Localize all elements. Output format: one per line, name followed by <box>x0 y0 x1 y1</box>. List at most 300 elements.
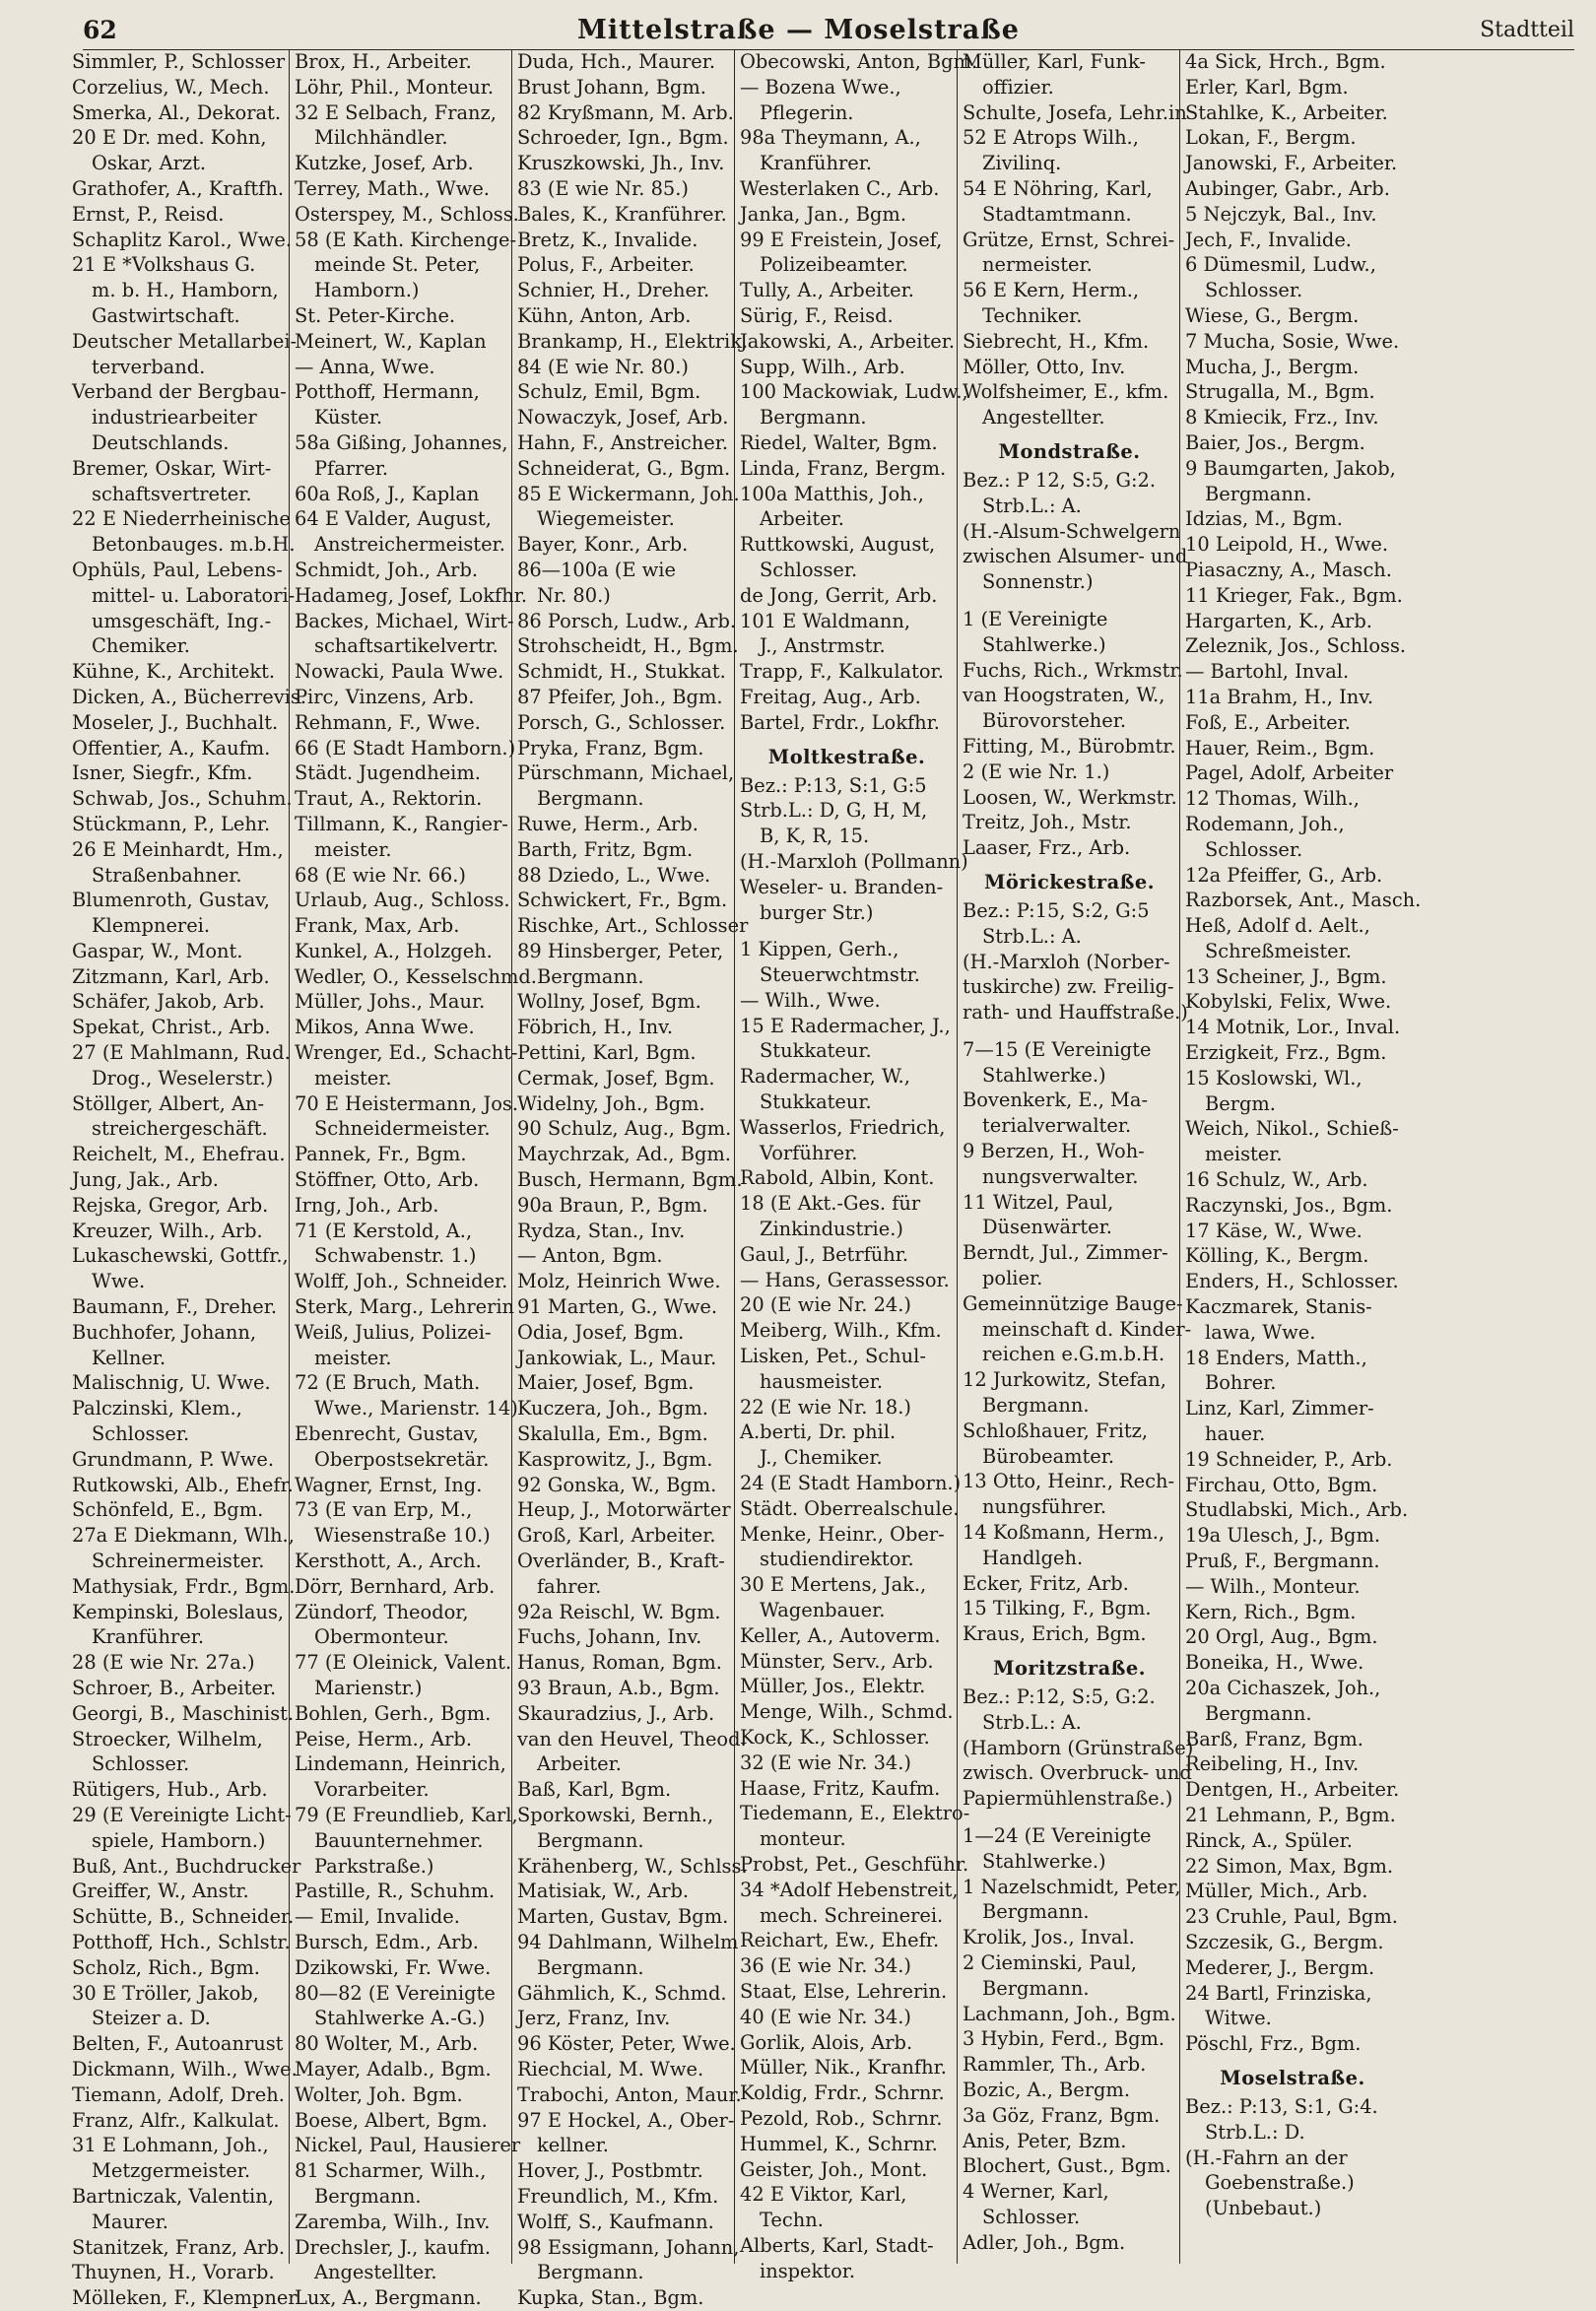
directory-entry-line: Pagel, Adolf, Arbeiter <box>1185 761 1394 785</box>
directory-entry-line: Vorarbeiter. <box>314 1778 430 1802</box>
directory-entry-line: Razborsek, Ant., Masch. <box>1185 889 1422 912</box>
directory-entry-line: Kunkel, A., Holzgeh. <box>295 939 493 962</box>
directory-entry-line: Wrenger, Ed., Schacht- <box>295 1041 518 1065</box>
directory-entry-line: Adler, Joh., Bgm. <box>963 2230 1126 2254</box>
directory-entry-line: Pezold, Rob., Schrnr. <box>740 2106 943 2130</box>
directory-entry-line: Barß, Franz, Bgm. <box>1185 1727 1363 1750</box>
directory-entry-line: van den Heuvel, Theod. <box>517 1727 747 1750</box>
directory-entry-line: 54 E Nöhring, Karl, <box>963 176 1153 200</box>
directory-entry-line: Fitting, M., Bürobmtr. <box>963 734 1176 758</box>
directory-entry-line: Tillmann, K., Rangier- <box>295 812 508 835</box>
directory-entry-line: de Jong, Gerrit, Arb. <box>740 583 938 607</box>
directory-entry-line: Strb.L.: D, G, H, M, <box>740 799 928 823</box>
directory-entry-line: 70 E Heistermann, Jos. <box>295 1091 519 1115</box>
directory-entry-line: Sürig, F., Reisd. <box>740 303 894 327</box>
directory-entry-line: polier. <box>982 1267 1043 1290</box>
directory-entry-line: mittel- u. Laboratori- <box>92 583 296 607</box>
directory-entry-line: Simmler, P., Schlosser <box>72 50 286 73</box>
spacer <box>740 925 954 937</box>
directory-entry-line: Nowacki, Paula Wwe. <box>295 660 504 684</box>
directory-entry-line: — Bozena Wwe., <box>740 75 901 99</box>
directory-entry-line: Drechsler, J., kaufm. <box>295 2235 492 2259</box>
directory-entry-line: Grundmann, P. Wwe. <box>72 1447 275 1471</box>
directory-entry-line: Arbeiter. <box>537 1752 622 1776</box>
directory-entry-line: Wollny, Josef, Bgm. <box>517 990 701 1014</box>
directory-entry-line: burger Str.) <box>760 900 874 924</box>
directory-entry-line: 12 Thomas, Wilh., <box>1185 787 1360 811</box>
directory-entry-line: Zivilinq. <box>982 152 1062 175</box>
directory-entry-line: 9 Baumgarten, Jakob, <box>1185 456 1396 480</box>
directory-entry-line: Rehmann, F., Wwe. <box>295 710 481 734</box>
directory-entry-line: Thuynen, H., Vorarb. <box>72 2261 275 2284</box>
directory-entry-line: Wagner, Ernst, Ing. <box>295 1473 483 1496</box>
directory-entry-line: 18 Enders, Matth., <box>1185 1346 1367 1369</box>
directory-entry-line: Supp, Wilh., Arb. <box>740 355 905 378</box>
directory-entry-line: Maychrzak, Ad., Bgm. <box>517 1143 731 1166</box>
directory-entry-line: 7—15 (E Vereinigte <box>963 1037 1152 1061</box>
directory-entry-line: Raczynski, Jos., Bgm. <box>1185 1193 1393 1217</box>
directory-entry-line: Schroer, B., Arbeiter. <box>72 1677 277 1699</box>
directory-entry-line: Radermacher, W., <box>740 1065 910 1089</box>
directory-entry-line: 22 E Niederrheinische <box>72 507 291 531</box>
directory-entry-line: Kruszkowski, Jh., Inv. <box>517 152 725 175</box>
directory-entry-line: Ophüls, Paul, Lebens- <box>72 558 283 581</box>
directory-entry-line: 1 (E Vereinigte <box>963 607 1108 630</box>
directory-entry-line: Pfarrer. <box>314 456 389 480</box>
directory-entry-line: Erzigkeit, Frz., Bgm. <box>1185 1041 1387 1065</box>
directory-entry-line: Stahlwerke.) <box>982 632 1106 656</box>
directory-entry-line: Heß, Adolf d. Aelt., <box>1185 914 1370 938</box>
directory-entry-line: Hahn, F., Anstreicher. <box>517 430 729 454</box>
directory-entry-line: Polizeibeamter. <box>760 253 908 277</box>
directory-entry-line: 88 Dziedo, L., Wwe. <box>517 863 711 887</box>
directory-entry-line: Löhr, Phil., Monteur. <box>295 75 495 99</box>
directory-entry-line: 42 E Viktor, Karl, <box>740 2183 907 2207</box>
directory-entry-line: Weseler- u. Branden- <box>740 875 944 898</box>
directory-entry-line: Grathofer, A., Kraftfh. <box>72 176 285 200</box>
directory-entry-line: 14 Koßmann, Herm., <box>963 1521 1165 1545</box>
directory-entry-line: Müller, Nik., Kranfhr. <box>740 2056 947 2080</box>
directory-entry-line: Stahlwerke.) <box>982 1849 1106 1873</box>
directory-entry-line: Wwe. <box>92 1270 146 1293</box>
directory-entry-line: Kempinski, Boleslaus, <box>72 1600 285 1623</box>
directory-entry-line: Jung, Jak., Arb. <box>72 1168 219 1192</box>
directory-entry-line: Porsch, G., Schlosser. <box>517 710 726 734</box>
directory-entry-line: 86—100a (E wie <box>517 558 676 581</box>
directory-entry-line: Stückmann, P., Lehr. <box>72 812 271 835</box>
directory-entry-line: Straßenbahner. <box>92 863 242 887</box>
directory-entry-line: Rabold, Albin, Kont. <box>740 1166 935 1190</box>
directory-entry-line: Jech, F., Invalide. <box>1185 228 1352 251</box>
directory-entry-line: terialverwalter. <box>982 1114 1132 1138</box>
directory-entry-line: Studlabski, Mich., Arb. <box>1185 1498 1409 1522</box>
directory-entry-line: Rinck, A., Spüler. <box>1185 1828 1353 1852</box>
directory-entry-line: Pruß, F., Bergmann. <box>1185 1550 1380 1573</box>
directory-entry-line: — Emil, Invalide. <box>295 1905 460 1929</box>
directory-entry-line: 12a Pfeiffer, G., Arb. <box>1185 863 1383 887</box>
directory-entry-line: Stahlwerke A.-G.) <box>314 2007 486 2030</box>
directory-entry-line: Lokan, F., Bergm. <box>1185 126 1357 150</box>
directory-entry-line: Potthoff, Hermann, <box>295 380 480 404</box>
directory-entry-line: Schulz, Emil, Bgm. <box>517 380 701 404</box>
directory-entry-line: Laaser, Frz., Arb. <box>963 836 1131 860</box>
directory-entry-line: Gaul, J., Betrführ. <box>740 1242 909 1266</box>
directory-entry-line: Rutkowski, Alb., Ehefr. <box>72 1473 294 1496</box>
directory-entry-line: 99 E Freistein, Josef, <box>740 228 943 251</box>
directory-entry-line: Nowaczyk, Josef, Arb. <box>517 406 729 429</box>
directory-entry-line: Pettini, Karl, Bgm. <box>517 1041 697 1065</box>
directory-entry-line: 81 Scharmer, Wilh., <box>295 2159 487 2183</box>
directory-entry-line: Trabochi, Anton, Maur. <box>517 2082 742 2106</box>
directory-entry-line: 6 Dümesmil, Ludw., <box>1185 253 1376 277</box>
directory-entry-line: 36 (E wie Nr. 34.) <box>740 1954 911 1978</box>
directory-entry-line: Mucha, J., Bergm. <box>1185 355 1360 378</box>
page-number: 62 <box>83 16 117 44</box>
directory-entry-line: 52 E Atrops Wilh., <box>963 126 1139 150</box>
directory-entry-line: Wolff, S., Kaufmann. <box>517 2210 714 2233</box>
directory-entry-line: Pannek, Fr., Bgm. <box>295 1143 467 1166</box>
directory-entry-line: studiendirektor. <box>760 1548 914 1571</box>
directory-entry-line: Anstreichermeister. <box>314 533 505 557</box>
directory-entry-line: Schlosser. <box>92 1422 190 1446</box>
directory-entry-line: Blumenroth, Gustav, <box>72 889 270 912</box>
directory-entry-line: Schlosser. <box>982 2205 1081 2228</box>
directory-entry-line: Skauradzius, J., Arb. <box>517 1701 715 1725</box>
directory-entry-line: Jankowiak, L., Maur. <box>517 1346 717 1369</box>
directory-entry-line: Bez.: P:13, S:1, G:5 <box>740 773 927 797</box>
directory-entry-line: Nickel, Paul, Hausierer <box>295 2134 521 2157</box>
directory-entry-line: mech. Schreinerei. <box>760 1903 944 1927</box>
directory-entry-line: 98 Essigmann, Johann, <box>517 2235 740 2259</box>
directory-entry-line: Jerz, Franz, Inv. <box>517 2007 671 2030</box>
directory-entry-line: Kern, Rich., Bgm. <box>1185 1600 1357 1623</box>
directory-entry-line: Linz, Karl, Zimmer- <box>1185 1397 1374 1420</box>
directory-entry-line: — Wilh., Wwe. <box>740 988 881 1012</box>
directory-entry-line: 32 (E wie Nr. 34.) <box>740 1750 911 1774</box>
directory-entry-line: Alberts, Karl, Stadt- <box>740 2233 934 2257</box>
directory-entry-line: Brankamp, H., Elektrik. <box>517 329 749 353</box>
directory-entry-line: 98a Theymann, A., <box>740 126 921 150</box>
directory-entry-line: Hauer, Reim., Bgm. <box>1185 736 1375 759</box>
directory-entry-line: Krolik, Jos., Inval. <box>963 1926 1135 1949</box>
directory-entry-line: Zeleznik, Jos., Schloss. <box>1185 634 1407 658</box>
directory-entry-line: Rammler, Th., Arb. <box>963 2053 1147 2077</box>
directory-entry-line: 100 Mackowiak, Ludw., <box>740 380 968 404</box>
directory-entry-line: nungsführer. <box>982 1495 1107 1519</box>
directory-entry-line: 80 Wolter, M., Arb. <box>295 2032 479 2056</box>
directory-entry-line: 13 Scheiner, J., Bgm. <box>1185 964 1387 988</box>
directory-entry-line: Bretz, K., Invalide. <box>517 228 698 251</box>
directory-entry-line: rath- und Hauffstraße.) <box>963 1001 1188 1024</box>
directory-entry-line: Chemiker. <box>92 634 190 658</box>
directory-entry-line: Dentgen, H., Arbeiter. <box>1185 1778 1400 1802</box>
directory-entry-line: 7 Mucha, Sosie, Wwe. <box>1185 329 1400 353</box>
directory-entry-line: 15 Koslowski, Wl., <box>1185 1066 1363 1089</box>
directory-entry-line: Staat, Else, Lehrerin. <box>740 1979 948 2003</box>
directory-entry-line: 24 Bartl, Frinziska, <box>1185 1981 1372 2005</box>
directory-entry-line: Anis, Peter, Bzm. <box>963 2129 1127 2152</box>
directory-entry-line: Metzgermeister. <box>92 2159 251 2183</box>
directory-entry-line: Tiedemann, E., Elektro- <box>740 1802 970 1825</box>
directory-entry-line: 60a Roß, J., Kaplan <box>295 482 480 505</box>
directory-entry-line: Tully, A., Arbeiter. <box>740 279 914 302</box>
directory-entry-line: Kreuzer, Wilh., Arb. <box>72 1219 263 1242</box>
directory-entry-line: 4a Sick, Hrch., Bgm. <box>1185 50 1386 73</box>
directory-entry-line: zwisch. Overbruck- und <box>963 1761 1192 1785</box>
directory-entry-line: Kupka, Stan., Bgm. <box>517 2286 704 2310</box>
directory-entry-line: Molz, Heinrich Wwe. <box>517 1270 721 1293</box>
directory-entry-line: Bergmann. <box>537 1955 644 1979</box>
directory-entry-line: Janka, Jan., Bgm. <box>740 202 906 226</box>
directory-entry-line: Bürovorsteher. <box>982 709 1127 733</box>
directory-entry-line: monteur. <box>760 1827 846 1851</box>
directory-entry-line: Skalulla, Em., Bgm. <box>517 1422 708 1446</box>
directory-entry-line: Schlosser. <box>760 558 858 581</box>
directory-entry-line: reichen e.G.m.b.H. <box>982 1343 1165 1366</box>
directory-entry-line: 19 Schneider, P., Arb. <box>1185 1447 1393 1471</box>
column-4 <box>735 49 978 2282</box>
directory-entry-line: Greiffer, W., Anstr. <box>72 1880 249 1903</box>
directory-entry-line: Baumann, F., Dreher. <box>72 1295 278 1319</box>
directory-entry-line: Kutzke, Josef, Arb. <box>295 152 474 175</box>
directory-entry-line: 2 (E wie Nr. 1.) <box>963 759 1110 783</box>
directory-entry-line: Schütte, B., Schneider. <box>72 1905 295 1929</box>
directory-entry-line: Bayer, Konr., Arb. <box>517 533 689 557</box>
directory-entry-line: Bergmann. <box>1205 1701 1312 1725</box>
directory-entry-line: Strb.L.: D. <box>1205 2120 1305 2144</box>
directory-entry-line: 20 Orgl, Aug., Bgm. <box>1185 1625 1378 1649</box>
directory-entry-line: Ebenrecht, Gustav, <box>295 1422 479 1446</box>
directory-entry-line: Berndt, Jul., Zimmer- <box>963 1241 1168 1265</box>
directory-entry-line: Obecowski, Anton, Bgm. <box>740 50 978 73</box>
district-label: Stadtteil <box>1480 18 1574 42</box>
directory-entry-line: Städt. Oberrealschule. <box>740 1496 960 1520</box>
directory-entry-line: meister. <box>314 837 392 861</box>
directory-entry-line: Boneika, H., Wwe. <box>1185 1651 1364 1675</box>
directory-entry-line: Corzelius, W., Mech. <box>72 75 270 99</box>
directory-entry-line: Busch, Hermann, Bgm. <box>517 1168 743 1192</box>
directory-entry-line: Dörr, Bernhard, Arb. <box>295 1574 496 1598</box>
columns <box>67 49 1582 2310</box>
directory-entry-line: Geister, Joh., Mont. <box>740 2157 928 2181</box>
directory-entry-line: Schwab, Jos., Schuhm. <box>72 787 293 811</box>
directory-entry-line: Müller, Johs., Maur. <box>295 990 486 1014</box>
directory-entry-line: Hanus, Roman, Bgm. <box>517 1651 722 1675</box>
directory-entry-line: 15 Tilking, F., Bgm. <box>963 1597 1152 1620</box>
directory-entry-line: Dicken, A., Bücherrevis. <box>72 685 306 708</box>
directory-entry-line: Müller, Mich., Arb. <box>1185 1880 1368 1903</box>
directory-entry-line: Kölling, K., Bergm. <box>1185 1244 1369 1268</box>
directory-entry-line: 26 E Meinhardt, Hm., <box>72 837 284 861</box>
directory-entry-line: 82 Kryßmann, M. Arb. <box>517 100 734 124</box>
directory-entry-line: Sonnenstr.) <box>982 570 1094 594</box>
directory-entry-line: Mölleken, F., Klempner <box>72 2286 298 2310</box>
directory-entry-line: Städt. Jugendheim. <box>295 761 481 785</box>
directory-entry-line: Ernst, P., Reisd. <box>72 202 225 226</box>
directory-entry-line: Weiß, Julius, Polizei- <box>295 1320 492 1344</box>
directory-entry-line: Bauunternehmer. <box>314 1828 484 1852</box>
directory-entry-line: lawa, Wwe. <box>1205 1320 1316 1344</box>
directory-entry-line: Schaplitz Karol., Wwe. <box>72 228 293 251</box>
directory-entry-line: Rütigers, Hub., Arb. <box>72 1778 268 1802</box>
directory-entry-line: Moseler, J., Buchhalt. <box>72 710 279 734</box>
directory-entry-line: 30 E Mertens, Jak., <box>740 1573 927 1597</box>
directory-entry-line: Bergmann. <box>537 2261 644 2284</box>
directory-entry-line: Schroeder, Ign., Bgm. <box>517 126 729 150</box>
directory-entry-line: Bales, K., Kranführer. <box>517 202 727 226</box>
directory-entry-line: Zündorf, Theodor, <box>295 1600 469 1623</box>
directory-entry-line: Schlosser. <box>1205 279 1303 302</box>
directory-entry-line: Schulte, Josefa, Lehr.in <box>963 100 1187 124</box>
column-6 <box>1180 49 1422 2264</box>
column-1 <box>67 49 306 2310</box>
directory-entry-line: Kersthott, A., Arch. <box>295 1550 482 1573</box>
directory-entry-line: Müller, Karl, Funk- <box>963 50 1146 73</box>
directory-entry-line: Wedler, O., Kesselschmd. <box>295 964 537 988</box>
directory-entry-line: Marienstr.) <box>314 1677 423 1699</box>
directory-entry-line: Münster, Serv., Arb. <box>740 1649 934 1673</box>
directory-entry-line: Aubinger, Gabr., Arb. <box>1185 176 1390 200</box>
directory-entry-line: — Anna, Wwe. <box>295 355 435 378</box>
directory-entry-line: Buchhofer, Johann, <box>72 1320 257 1344</box>
directory-entry-line: 5 Nejczyk, Bal., Inv. <box>1185 202 1377 226</box>
directory-entry-line: Baier, Jos., Bergm. <box>1185 430 1365 454</box>
directory-entry-line: A.berti, Dr. phil. <box>740 1420 897 1444</box>
directory-entry-line: — Wilh., Monteur. <box>1185 1574 1361 1598</box>
directory-entry-line: Boese, Albert, Bgm. <box>295 2108 488 2132</box>
directory-entry-line: 97 E Hockel, A., Ober- <box>517 2108 735 2132</box>
directory-entry-line: Freitag, Aug., Arb. <box>740 685 921 708</box>
directory-entry-line: Marten, Gustav, Bgm. <box>517 1905 729 1929</box>
directory-entry-line: 58 (E Kath. Kirchenge- <box>295 228 517 251</box>
directory-entry-line: Groß, Karl, Arbeiter. <box>517 1524 716 1548</box>
directory-entry-line: Wiese, G., Bergm. <box>1185 303 1360 327</box>
directory-entry-line: — Bartohl, Inval. <box>1185 660 1350 684</box>
directory-entry-line: Obermonteur. <box>314 1625 449 1649</box>
directory-entry-line: Wagenbauer. <box>760 1599 886 1622</box>
directory-entry-line: Bergmann. <box>314 2184 422 2208</box>
directory-entry-line: 22 (E wie Nr. 18.) <box>740 1395 911 1419</box>
directory-entry-line: Kasprowitz, J., Bgm. <box>517 1447 713 1471</box>
directory-entry-line: Schlosser. <box>1205 837 1303 861</box>
directory-entry-line: 84 (E wie Nr. 80.) <box>517 355 689 378</box>
directory-entry-line: St. Peter-Kirche. <box>295 303 456 327</box>
directory-entry-line: Hargarten, K., Arb. <box>1185 609 1372 632</box>
directory-entry-line: 40 (E wie Nr. 34.) <box>740 2005 911 2028</box>
directory-entry-line: Strb.L.: A. <box>982 924 1082 948</box>
column-5 <box>958 49 1194 2264</box>
directory-entry-line: nermeister. <box>982 253 1093 277</box>
directory-entry-line: Bez.: P 12, S:5, G:2. <box>963 468 1157 492</box>
directory-entry-line: Bergmann. <box>1205 482 1312 505</box>
directory-entry-line: Isner, Siegfr., Kfm. <box>72 761 253 785</box>
page-title: Mittelstraße — Moselstraße <box>576 15 1020 45</box>
directory-entry-line: Techniker. <box>982 303 1083 327</box>
directory-entry-line: Schneiderat, G., Bgm. <box>517 456 731 480</box>
directory-entry-line: 94 Dahlmann, Wilhelm <box>517 1930 739 1953</box>
directory-entry-line: 101 E Waldmann, <box>740 609 911 632</box>
directory-entry-line: Bergmann. <box>760 406 867 429</box>
directory-entry-line: Foß, E., Arbeiter. <box>1185 710 1351 734</box>
directory-entry-line: Handlgeh. <box>982 1546 1084 1569</box>
directory-entry-line: Pryka, Franz, Bgm. <box>517 736 704 759</box>
directory-entry-line: 8 Kmiecik, Frz., Inv. <box>1185 406 1379 429</box>
directory-entry-line: 21 Lehmann, P., Bgm. <box>1185 1803 1396 1826</box>
column-3 <box>512 49 749 2310</box>
directory-entry-line: Bremer, Oskar, Wirt- <box>72 456 272 480</box>
directory-entry-line: van Hoogstraten, W., <box>963 684 1165 707</box>
directory-entry-line: 10 Leipold, H., Wwe. <box>1185 533 1388 557</box>
directory-entry-line: Wwe., Marienstr. 14) <box>314 1397 518 1420</box>
directory-entry-line: 27a E Diekmann, Wlh., <box>72 1524 295 1548</box>
directory-entry-line: (Unbebaut.) <box>1205 2197 1322 2220</box>
directory-entry-line: Milchhändler. <box>314 126 448 150</box>
directory-entry-line: Cermak, Josef, Bgm. <box>517 1066 715 1089</box>
directory-entry-line: Witwe. <box>1205 2007 1272 2030</box>
directory-entry-line: 68 (E wie Nr. 66.) <box>295 863 466 887</box>
directory-entry-line: Rischke, Art., Schlosser <box>517 914 749 938</box>
directory-entry-line: — Hans, Gerassessor. <box>740 1268 950 1291</box>
directory-entry-line: Mikos, Anna Wwe. <box>295 1016 475 1039</box>
directory-entry-line: Pirc, Vinzens, Arb. <box>295 685 475 708</box>
directory-entry-line: Bergm. <box>1205 1091 1276 1115</box>
directory-entry-line: Gorlik, Alois, Arb. <box>740 2030 913 2054</box>
directory-entry-line: Zinkindustrie.) <box>760 1218 903 1241</box>
directory-entry-line: Klempnerei. <box>92 914 211 938</box>
directory-entry-line: Oberpostsekretär. <box>314 1447 490 1471</box>
directory-entry-line: 3 Hybin, Ferd., Bgm. <box>963 2027 1165 2051</box>
directory-entry-line: Krähenberg, W., Schlss. <box>517 1854 748 1878</box>
directory-entry-line: Bergmann. <box>982 1900 1090 1924</box>
directory-entry-line: Terrey, Math., Wwe. <box>295 176 490 200</box>
directory-entry-line: 11 Krieger, Fak., Bgm. <box>1185 583 1403 607</box>
directory-entry-line: 72 (E Bruch, Math. <box>295 1371 481 1395</box>
directory-entry-line: schaftsvertreter. <box>92 482 252 505</box>
directory-entry-line: Arbeiter. <box>760 507 844 531</box>
directory-entry-line: meinde St. Peter, <box>314 253 481 277</box>
directory-entry-line: 23 Cruhle, Paul, Bgm. <box>1185 1905 1398 1929</box>
directory-entry-line: Bergmann. <box>982 1394 1090 1418</box>
directory-entry-line: Schönfeld, E., Bgm. <box>72 1498 264 1522</box>
directory-entry-line: meister. <box>314 1346 392 1369</box>
directory-entry-line: Kobylski, Felix, Wwe. <box>1185 990 1392 1014</box>
directory-entry-line: Strb.L.: A. <box>982 494 1082 517</box>
directory-entry-line: Traut, A., Rektorin. <box>295 787 483 811</box>
directory-entry-line: Strohscheidt, H., Bgm. <box>517 634 739 658</box>
directory-entry-line: Spekat, Christ., Arb. <box>72 1016 271 1039</box>
directory-entry-line: Stukkateur. <box>760 1090 872 1114</box>
directory-entry-line: Wolter, Joh. Bgm. <box>295 2082 463 2106</box>
directory-entry-line: Bergmann. <box>537 787 644 811</box>
directory-entry-line: 100a Matthis, Joh., <box>740 482 924 505</box>
directory-entry-line: 2 Cieminski, Paul, <box>963 1950 1137 1974</box>
directory-entry-line: Schloßhauer, Fritz, <box>963 1419 1149 1442</box>
directory-entry-line: Peise, Herm., Arb. <box>295 1727 472 1750</box>
directory-entry-line: Kuczera, Joh., Bgm. <box>517 1397 708 1420</box>
directory-entry-line: Linda, Franz, Bergm. <box>740 456 947 480</box>
directory-entry-line: spiele, Hamborn.) <box>92 1828 266 1852</box>
directory-entry-line: J., Anstrmstr. <box>760 634 886 658</box>
directory-entry-line: Mathysiak, Frdr., Bgm. <box>72 1574 296 1598</box>
directory-entry-line: 66 (E Stadt Hamborn.) <box>295 736 516 759</box>
directory-entry-line: 19a Ulesch, J., Bgm. <box>1185 1524 1381 1548</box>
directory-entry-line: Bergmann. <box>537 964 644 988</box>
directory-entry-line: Strb.L.: A. <box>982 1710 1082 1734</box>
directory-entry-line: Bursch, Edm., Arb. <box>295 1930 479 1953</box>
directory-entry-line: Reichelt, M., Ehefrau. <box>72 1143 286 1166</box>
directory-entry-line: Parkstraße.) <box>314 1854 434 1878</box>
directory-entry-line: (H.-Marxloh (Pollmann) <box>740 849 968 873</box>
